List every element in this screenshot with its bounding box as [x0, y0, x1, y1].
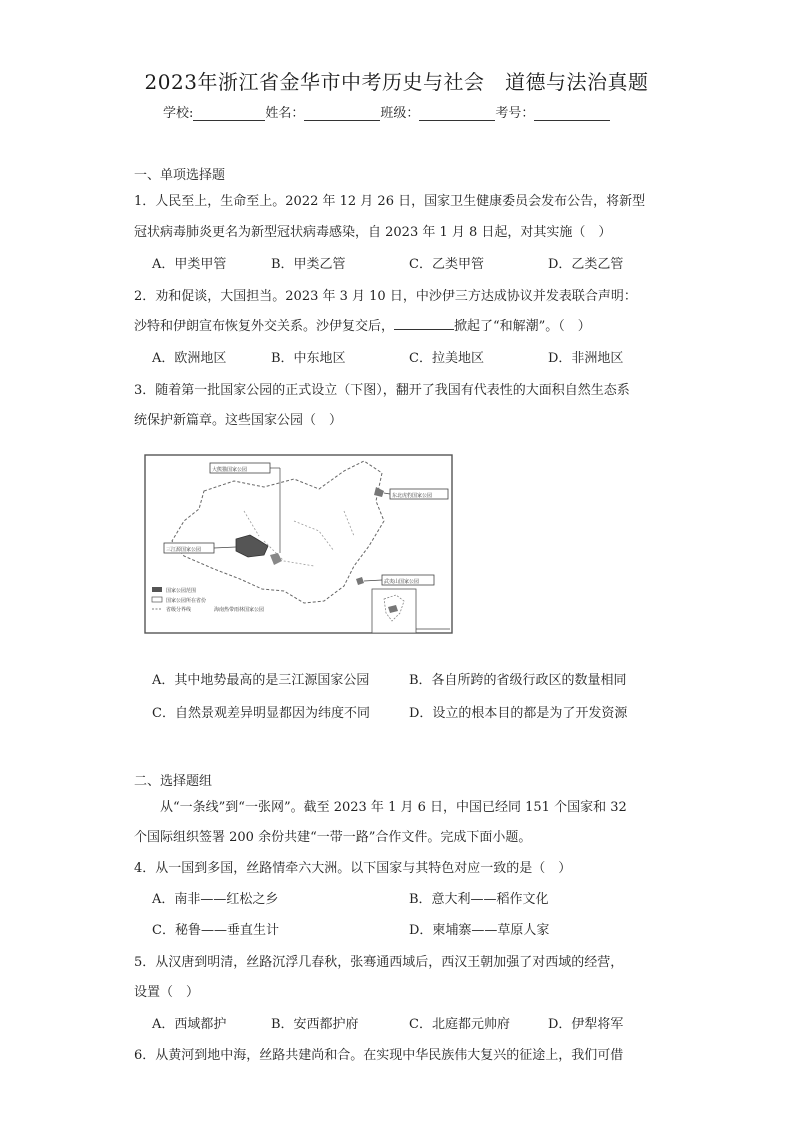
q3-line-2: 统保护新篇章。这些国家公园（ ）: [134, 413, 343, 428]
q2-answer-blank[interactable]: [394, 317, 454, 330]
q3-option-c[interactable]: C．自然景观差异明显都因为纬度不同: [152, 706, 370, 721]
page-title: 2023年浙江省金华市中考历史与社会 道德与法治真题: [144, 70, 649, 94]
q1-option-b[interactable]: B．甲类乙管: [271, 257, 346, 272]
panda-label: 大熊猫国家公园: [212, 467, 248, 473]
q1-option-a[interactable]: A．甲类甲管: [152, 257, 227, 272]
q3-option-a[interactable]: A．其中地势最高的是三江源国家公园: [152, 673, 370, 688]
q3-option-b[interactable]: B．各自所跨的省级行政区的数量相同: [409, 673, 627, 688]
q5-option-b[interactable]: B．安西都护府: [271, 1017, 359, 1032]
q5-line-2: 设置（ ）: [134, 985, 200, 1000]
q1-option-c[interactable]: C．乙类甲管: [409, 257, 484, 272]
q4-option-a[interactable]: A．南非——红松之乡: [152, 892, 279, 907]
legend-swatch-province: [152, 597, 162, 602]
q2-line-2-after: 掀起了“和解潮”。（ ）: [454, 319, 591, 334]
q2-option-a[interactable]: A．欧洲地区: [152, 351, 227, 366]
legend-province: 国家公园所在省份: [166, 598, 207, 604]
intro-line-2: 个国际组织签署 200 余份共建“一带一路”合作文件。完成下面小题。: [134, 830, 532, 845]
q6-line-1: 6．从黄河到地中海，丝路共建尚和合。在实现中华民族伟大复兴的征途上，我们可借: [134, 1048, 624, 1063]
q1-line-1: 1．人民至上，生命至上。2022 年 12 月 26 日，国家卫生健康委员会发布公告，将新型: [134, 194, 646, 209]
school-blank[interactable]: [193, 106, 265, 121]
q4-option-c[interactable]: C．秘鲁——垂直生计: [152, 923, 279, 938]
tiger-label: 东北虎豹国家公园: [392, 493, 433, 499]
section-heading-1: 一、单项选择题: [134, 168, 226, 183]
q5-option-d[interactable]: D．伊犁将军: [548, 1017, 624, 1032]
q2-line-1: 2．劝和促谈，大国担当。2023 年 3 月 10 日，中沙伊三方达成协议并发表联合声明：: [134, 289, 637, 304]
hainan-label: 海南热带雨林国家公园: [214, 607, 265, 613]
class-blank[interactable]: [419, 106, 495, 121]
q5-option-a[interactable]: A．西域都护: [152, 1017, 227, 1032]
class-label: 班级：: [380, 106, 420, 121]
q1-option-d[interactable]: D．乙类乙管: [548, 257, 624, 272]
q1-line-2: 冠状病毒肺炎更名为新型冠状病毒感染，自 2023 年 1 月 8 日起，对其实施（ ）: [134, 225, 612, 240]
q4-option-b[interactable]: B．意大利——稻作文化: [409, 892, 549, 907]
intro-line-1: 从“一条线”到“一张网”。截至 2023 年 1 月 6 日，中国已经同 151 个国家和 32: [160, 800, 627, 815]
legend-park: 国家公园范围: [166, 588, 197, 594]
q3-option-d[interactable]: D．设立的根本目的都是为了开发资源: [409, 706, 628, 721]
q5-line-1: 5．从汉唐到明清，丝路沉浮几春秋，张骞通西域后，西汉王朝加强了对西域的经营，: [134, 955, 624, 970]
national-parks-map: [144, 451, 456, 637]
q4-line-1: 4．从一国到多国，丝路情牵六大洲。以下国家与其特色对应一致的是（ ）: [134, 861, 572, 876]
school-label: 学校:: [163, 106, 194, 121]
q5-option-c[interactable]: C．北庭都元帅府: [409, 1017, 510, 1032]
exam-no-blank[interactable]: [534, 106, 610, 121]
name-label: 姓名：: [265, 106, 305, 121]
exam-no-label: 考号：: [495, 106, 535, 121]
q2-line-2-before: 沙特和伊朗宣布恢复外交关系。沙伊复交后，: [134, 319, 395, 334]
legend-boundary: 省级分界线: [166, 607, 192, 613]
section-heading-2: 二、选择题组: [134, 774, 213, 789]
student-info-row: [163, 102, 610, 121]
q2-option-c[interactable]: C．拉美地区: [409, 351, 484, 366]
q3-line-1: 3．随着第一批国家公园的正式设立（下图），翻开了我国有代表性的大面积自然生态系: [134, 383, 630, 398]
wuyishan-label: 武夷山国家公园: [384, 579, 420, 585]
q2-option-d[interactable]: D．非洲地区: [548, 351, 624, 366]
name-blank[interactable]: [304, 106, 380, 121]
sanjiangyuan-label: 三江源国家公园: [166, 547, 202, 553]
q2-line-2: [134, 315, 591, 334]
legend-swatch-park: [152, 587, 162, 592]
q2-option-b[interactable]: B．中东地区: [271, 351, 346, 366]
q4-option-d[interactable]: D．柬埔寨——草原人家: [409, 923, 550, 938]
